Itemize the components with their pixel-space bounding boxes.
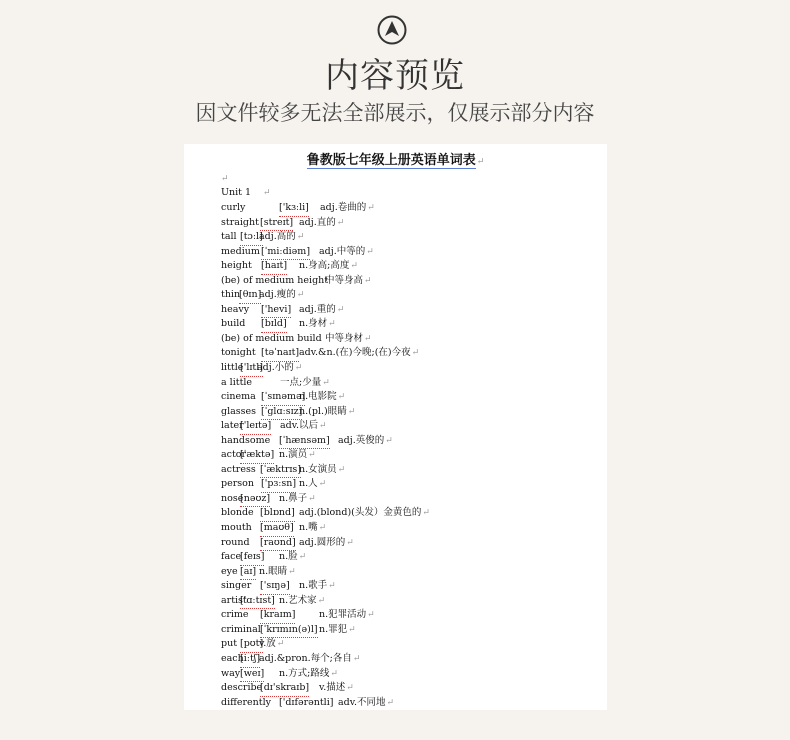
vocab-meaning-text: adj.卷曲的: [320, 202, 367, 213]
vocab-meaning: [319, 245, 374, 260]
vocab-meaning: [299, 521, 326, 536]
paragraph-mark-icon: ↵: [337, 464, 346, 475]
vocab-meaning-text: n.脸: [279, 551, 298, 563]
vocab-meaning: [299, 463, 345, 478]
vocab-meaning-text: v.描述: [319, 682, 346, 694]
vocab-word: describe: [221, 682, 263, 694]
vocab-phonetic: [iːtʃ]: [240, 652, 260, 668]
paragraph-mark-icon: ↵: [276, 639, 285, 650]
vocab-phonetic: [maʊθ]: [260, 521, 294, 537]
vocab-meaning: [299, 506, 430, 521]
vocab-word: eye: [221, 565, 238, 577]
vocab-phonetic: [nəʊz]: [240, 492, 270, 508]
vocab-phonetic: [feɪs]: [240, 550, 264, 566]
vocab-word: way: [221, 667, 241, 679]
vocab-row: [221, 201, 601, 216]
vocab-word: handsome: [221, 434, 271, 446]
vocab-word: actress: [221, 463, 256, 475]
vocab-word: tall: [221, 231, 237, 243]
vocab-phonetic: ['hevi]: [261, 303, 291, 319]
vocab-meaning-text: n.方式;路线: [279, 667, 330, 679]
vocab-word: differently: [221, 696, 271, 708]
vocab-meaning: [279, 667, 338, 682]
paragraph-mark-icon: ↵: [336, 217, 345, 228]
vocab-phonetic: [ˈmiːdiəm]: [261, 245, 310, 261]
vocab-phonetic: [təˈnaɪt]: [261, 346, 299, 362]
vocab-meaning-text: adj.高的: [259, 231, 296, 243]
vocab-meaning-text: n.电影院: [299, 391, 337, 403]
vocab-row: [221, 536, 601, 551]
vocab-row: [221, 274, 601, 289]
paragraph-mark-icon: ↵: [386, 697, 395, 708]
vocab-row: [221, 448, 601, 463]
vocab-meaning-text: adv.不同地: [338, 696, 386, 708]
vocab-word: (be) of medium height: [221, 274, 329, 286]
vocab-row: [221, 623, 601, 638]
vocab-row: [221, 565, 601, 580]
vocab-row: [221, 579, 601, 594]
vocab-phonetic: ['kɜːli]: [279, 201, 309, 217]
vocab-word: artist: [221, 594, 247, 606]
vocab-row: [221, 303, 601, 318]
vocab-meaning: [259, 230, 304, 245]
vocab-meaning-text: n.眼睛: [259, 565, 288, 577]
vocab-word: cinema: [221, 391, 256, 403]
page-title: 内容预览: [325, 56, 465, 96]
paragraph-mark-icon: ↵: [319, 421, 327, 432]
vocab-row: [221, 245, 601, 260]
vocab-meaning: [338, 696, 394, 710]
vocab-phonetic: [raʊnd]: [260, 536, 296, 552]
vocab-meaning: [257, 361, 302, 376]
vocab-row: [221, 332, 601, 347]
vocabulary-list: [221, 201, 601, 710]
vocab-meaning: [319, 681, 354, 696]
vocab-meaning: [299, 579, 336, 594]
vocab-meaning-text: n.艺术家: [279, 594, 317, 606]
vocab-meaning-text: adj.瘦的: [259, 289, 296, 301]
vocab-row: [221, 652, 601, 667]
vocab-meaning-text: adj.重的: [299, 303, 336, 315]
vocab-word: mouth: [221, 522, 252, 534]
vocab-meaning-text: n.演员: [279, 449, 308, 461]
paragraph-mark-icon: ↵: [317, 595, 326, 606]
vocab-row: [221, 405, 601, 420]
vocab-meaning-text: adv.以后: [280, 420, 319, 432]
vocab-meaning-text: n.女演员: [299, 463, 337, 475]
vocab-phonetic: ['lɪtl]: [240, 361, 263, 377]
vocab-meaning: [325, 274, 372, 289]
vocab-row: [221, 550, 601, 565]
vocab-row: [221, 259, 601, 274]
vocab-meaning: [338, 434, 393, 449]
vocab-word: heavy: [221, 303, 250, 315]
vocab-meaning: [279, 448, 316, 463]
vocab-word: a little: [221, 376, 253, 388]
vocab-word: nose: [221, 492, 244, 504]
vocab-word: round: [221, 536, 250, 548]
vocab-word: height: [221, 260, 252, 272]
vocab-meaning-text: adj.中等的: [319, 245, 366, 257]
paragraph-mark-icon: ↵: [422, 508, 430, 519]
vocab-meaning: [299, 216, 344, 231]
vocab-phonetic: ['leɪtə]: [240, 419, 271, 435]
paragraph-mark-icon: ↵: [346, 537, 354, 548]
vocab-meaning: [299, 405, 355, 420]
vocab-meaning-text: 中等身高: [325, 274, 364, 286]
vocab-phonetic: [ˈkrɪmɪn(ə)l]: [260, 623, 318, 639]
vocab-word: criminal: [221, 623, 261, 635]
vocab-meaning: [280, 419, 327, 434]
paragraph-mark-icon: ↵: [298, 552, 307, 563]
vocab-row: [221, 434, 601, 449]
vocab-word: (be) of medium build: [221, 332, 322, 344]
vocab-meaning: [279, 492, 316, 507]
vocab-phonetic: [θɪn]: [239, 288, 261, 304]
paragraph-mark-icon: ↵: [350, 261, 358, 272]
vocab-meaning: [299, 303, 344, 318]
vocab-word: each: [221, 652, 244, 664]
vocab-phonetic: [dɪ'skraɪb]: [260, 681, 309, 697]
paragraph-mark-icon: ↵: [288, 566, 296, 577]
vocab-row: [221, 681, 601, 696]
document-preview[interactable]: [184, 144, 607, 710]
page-subtitle: 因文件较多无法全部展示，仅展示部分内容: [195, 101, 595, 125]
vocab-phonetic: [ˈæktə]: [240, 448, 274, 464]
vocab-row: [221, 506, 601, 521]
paragraph-mark-icon: ↵: [411, 348, 420, 359]
vocab-phonetic: [ˈsɪnəmə]: [261, 390, 305, 406]
vocab-meaning-text: n.歌手: [299, 580, 328, 592]
vocab-meaning: [259, 652, 360, 667]
vocab-row: [221, 216, 601, 231]
vocab-phonetic: [ˈhænsəm]: [279, 434, 330, 450]
vocab-meaning-text: adj.英俊的: [338, 434, 385, 446]
vocab-row: [221, 608, 601, 623]
vocab-phonetic: ['sɪŋə]: [260, 579, 290, 595]
vocab-phonetic: ['pɜːsn]: [261, 477, 296, 493]
paragraph-mark-icon: ↵: [385, 435, 393, 446]
vocab-meaning: [279, 550, 306, 565]
paragraph-mark-icon: ↵: [364, 333, 372, 344]
vocab-word: little: [221, 362, 244, 374]
vocab-meaning: [299, 477, 326, 492]
vocab-meaning: [299, 317, 336, 332]
vocab-word: singer: [221, 580, 252, 592]
vocab-meaning-text: adj.&pron.每个;各自: [259, 652, 352, 664]
paragraph-mark-icon: ↵: [308, 450, 316, 461]
vocab-meaning-text: n.(pl.)眼睛: [299, 405, 347, 417]
paragraph-mark-icon: ↵: [318, 479, 327, 490]
paragraph-mark-icon: ↵: [296, 290, 305, 301]
vocab-meaning-text: n.身材: [299, 318, 328, 330]
vocab-meaning: [259, 565, 296, 580]
vocab-phonetic: [aɪ]: [240, 565, 256, 581]
vocab-word: thin: [221, 289, 241, 301]
vocab-row: [221, 361, 601, 376]
vocab-meaning-text: adj.小的: [257, 362, 294, 374]
paragraph-mark-icon: ↵: [221, 174, 229, 184]
vocab-row: [221, 696, 601, 710]
vocab-meaning-text: n.犯罪活动: [319, 609, 367, 621]
vocab-row: [221, 390, 601, 405]
paragraph-mark-icon: ↵: [352, 653, 361, 664]
vocab-word: medium: [221, 245, 260, 257]
vocab-meaning: [259, 637, 284, 652]
vocab-meaning-text: n.鼻子: [279, 492, 308, 504]
document-title-text: 鲁教版七年级上册英语单词表: [306, 153, 476, 168]
vocab-meaning-text: n.罪犯: [319, 623, 348, 635]
vocab-meaning-text: adj.直的: [299, 216, 336, 228]
vocab-row: [221, 463, 601, 478]
vocab-phonetic: [bɪld]: [261, 317, 287, 333]
vocab-phonetic: [streɪt]: [260, 216, 293, 232]
vocab-row: [221, 594, 601, 609]
vocab-meaning: [299, 536, 354, 551]
paragraph-mark-icon: ↵: [366, 246, 374, 257]
vocab-word: build: [221, 318, 246, 330]
paragraph-mark-icon: ↵: [294, 363, 303, 374]
paragraph-mark-icon: ↵: [367, 203, 375, 213]
paragraph-mark-icon: ↵: [328, 319, 336, 330]
vocab-meaning: [279, 594, 325, 609]
vocab-word: tonight: [221, 347, 256, 359]
paragraph-mark-icon: ↵: [328, 581, 336, 592]
vocab-meaning: [325, 332, 372, 347]
paragraph-mark-icon: ↵: [367, 610, 375, 621]
vocab-word: curly: [221, 202, 246, 213]
vocab-meaning-text: adv.&n.(在)今晚;(在)今夜: [299, 347, 411, 359]
vocab-phonetic: [tɔːl]: [240, 230, 263, 246]
vocab-meaning-text: n.嘴: [299, 522, 318, 534]
paragraph-mark-icon: ↵: [263, 188, 271, 198]
vocab-meaning: [319, 623, 356, 638]
vocab-word: actor: [221, 449, 247, 461]
paragraph-mark-icon: ↵: [336, 304, 345, 315]
vocab-word: straight: [221, 216, 259, 228]
vocab-word: put: [221, 638, 238, 650]
vocab-phonetic: ['dɪfərəntli]: [279, 696, 333, 710]
paragraph-mark-icon: ↵: [330, 668, 338, 679]
vocab-meaning: [259, 288, 304, 303]
paragraph-mark-icon: ↵: [348, 624, 356, 635]
vocab-phonetic: [blɒnd]: [260, 506, 295, 522]
vocab-meaning-text: n.身高;高度: [299, 260, 350, 272]
vocab-phonetic: ['ɑːtɪst]: [240, 594, 275, 610]
vocab-phonetic: [weɪ]: [240, 667, 264, 683]
vocab-word: face: [221, 551, 242, 563]
unit-heading: [221, 187, 271, 198]
vocab-row: [221, 492, 601, 507]
vocab-meaning: [299, 259, 358, 274]
vocab-word: glasses: [221, 405, 257, 417]
paragraph-mark-icon: ↵: [476, 157, 485, 167]
vocab-row: [221, 637, 601, 652]
vocab-word: crime: [221, 609, 249, 621]
paragraph-mark-icon: ↵: [337, 392, 346, 403]
vocab-row: [221, 419, 601, 434]
document-title: [184, 149, 607, 168]
vocab-phonetic: [ˈglɑːsɪz]: [261, 405, 302, 421]
paragraph-mark-icon: ↵: [364, 275, 372, 286]
vocab-row: [221, 230, 601, 245]
vocab-phonetic: [kraɪm]: [260, 608, 295, 624]
vocab-meaning: [319, 608, 375, 623]
vocab-meaning-text: 一点;少量: [280, 376, 322, 388]
paragraph-mark-icon: ↵: [347, 406, 356, 417]
vocab-word: later: [221, 420, 244, 432]
vocab-meaning: [280, 376, 330, 391]
vocab-word: person: [221, 478, 254, 490]
paragraph-mark-icon: ↵: [308, 493, 316, 504]
vocab-meaning-text: 中等身材: [325, 332, 364, 344]
paragraph-mark-icon: ↵: [322, 377, 330, 388]
paragraph-mark-icon: ↵: [318, 523, 327, 534]
vocab-meaning-text: v.放: [259, 638, 276, 650]
vocab-meaning-text: adj.圆形的: [299, 536, 346, 548]
vocab-meaning: [320, 201, 375, 216]
unit-label: Unit 1: [221, 187, 252, 198]
vocab-meaning-text: adj.(blond)(头发）金黄色的: [299, 507, 422, 519]
vocab-row: [221, 317, 601, 332]
vocab-meaning-text: n.人: [299, 478, 318, 490]
vocab-phonetic: [haɪt]: [261, 259, 287, 275]
paragraph-mark-icon: ↵: [296, 232, 305, 243]
vocab-phonetic: [pʊt]: [240, 637, 263, 653]
vocab-word: blonde: [221, 507, 254, 519]
vocab-row: [221, 521, 601, 536]
vocab-meaning: [299, 346, 419, 361]
vocab-row: [221, 288, 601, 303]
vocab-row: [221, 667, 601, 682]
vocab-meaning: [299, 390, 345, 405]
compass-arrow-icon: [377, 15, 407, 45]
vocab-phonetic: [ˈæktrɪs]: [260, 463, 301, 479]
vocab-row: [221, 477, 601, 492]
vocab-row: [221, 376, 601, 391]
vocab-row: [221, 346, 601, 361]
paragraph-mark-icon: ↵: [346, 683, 354, 694]
